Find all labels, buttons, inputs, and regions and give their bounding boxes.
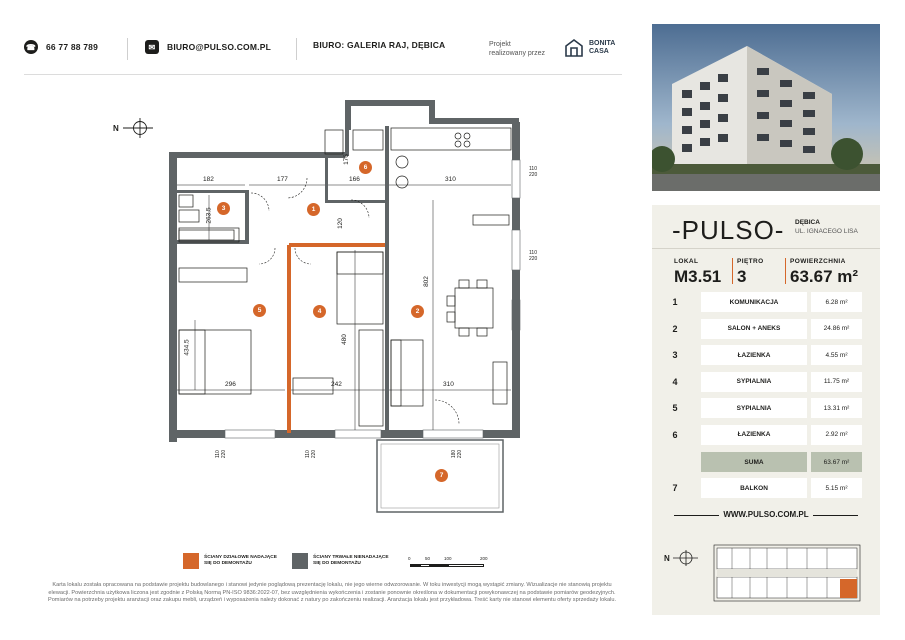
sum-label: SUMA [701,452,807,472]
panel-rule [652,248,880,249]
bonita-casa-icon [563,37,585,59]
city-label: DĘBICA [795,219,820,226]
room-name: SYPIALNIA [701,398,807,418]
dim-310-bottom: 310 [443,381,454,388]
floor-plan [165,100,538,520]
phone-icon: ☎ [24,40,38,54]
room-name: SYPIALNIA [701,372,807,392]
area-label: POWIERZCHNIA [790,258,846,265]
info-panel [652,205,880,615]
dim-166: 166 [349,176,360,183]
legend-grey-swatch [292,553,308,569]
balcony-number: 7 [672,483,678,493]
accent-divider [785,258,786,284]
room-badge-5: 5 [253,304,266,317]
header-rule [24,74,622,75]
room-name: ŁAZIENKA [701,425,807,445]
divider [127,38,128,60]
window-dim-5: 180 220 [451,449,464,459]
dim-177: 177 [277,176,288,183]
room-name: ŁAZIENKA [701,345,807,365]
svg-text:N: N [664,554,670,563]
scale-0: 0 [408,556,411,561]
legend-orange-label: ŚCIANY DZIAŁOWE NADAJĄCE SIĘ DO DEMONTAŻU [204,555,277,566]
dim-120: 120 [336,218,344,229]
room-number: 1 [672,297,678,307]
dim-802: 802 [422,276,430,287]
room-number: 3 [672,350,678,360]
room-number: 2 [672,323,678,334]
room-area: 13.31 m² [811,398,862,418]
scale-50: 50 [425,556,431,561]
mail-icon: ✉ [145,40,159,54]
sum-value: 63.67 m² [811,452,862,472]
room-area: 4.55 m² [811,345,862,365]
pulso-logo: -PULSO- [672,215,785,245]
room-area: 2.92 m² [811,425,862,445]
developer-logo: BONITA CASA [563,37,615,59]
room-number: 5 [672,403,678,413]
dim-176: 176 [342,154,350,165]
room-badge-2: 2 [411,305,424,318]
balcony-area: 5.15 m² [811,478,862,498]
balcony-name: BALKON [701,478,807,498]
room-number: 4 [672,376,678,387]
disclaimer-text: Karta lokalu została opracowana na podstawie projektu budowlanego i stanowi jedynie poglądową prezentację lokalu, nie jego wierne odwzorowanie. W toku inwestycji mogą wystąpić zmiany. Wizualizacje nie stanowią projektu elewacji. Powierzchnia użytkowa liczona jest zgodnie z Polską Normą PN-ISO 9836:2022-07, bez uwzględnienia wykończenia i zostanie ponownie określona w dokumentacji powykonawczej na podstawie pomiarów geodezyjnych. Pomiarów na potrzeby projektu aranżacji oraz zakupu mebli, urządzeń i wyposażenia należy dokonać z natury po zakończeniu realizacji. Aranżacja lokalu jest przykładowa. Treść karty nie stanowi elementu oferty sprzedaży lokalu. [47,582,617,604]
dim-310-top: 310 [445,176,456,183]
window-dim-3: 110 220 [215,449,228,459]
room-name: KOMUNIKACJA [701,292,807,312]
room-badge-1: 1 [307,203,320,216]
plan-compass [113,116,155,145]
email-address: BIURO@PULSO.COM.PL [167,42,271,52]
dim-242: 242 [331,381,342,388]
dim-296: 296 [225,381,236,388]
north-compass-icon [113,116,155,140]
web-rule-right [813,515,858,516]
dim-434: 434.5 [183,339,191,356]
scale-200: 200 [480,556,488,561]
north-compass-icon [664,548,700,568]
legend-orange-swatch [183,553,199,569]
north-label: N [113,124,119,133]
phone-number: 66 77 88 789 [46,42,99,52]
room-name: SALON + ANEKS [701,319,807,339]
street-label: UL. IGNACEGO LISA [795,228,858,235]
window-dim-1: 110 220 [529,166,538,178]
key-plan [712,543,862,605]
dim-263: 263.5 [205,207,213,224]
room-badge-6: 6 [359,161,372,174]
room-area: 24.86 m² [811,319,862,339]
room-badge-3: 3 [217,202,230,215]
room-area: 6.28 m² [811,292,862,312]
scale-bar [408,556,492,568]
keyplan-compass [664,548,700,573]
lokal-label: LOKAL [674,258,699,265]
lokal-value: M3.51 [674,267,722,286]
room-area: 11.75 m² [811,372,862,392]
area-value: 63.67 m² [790,267,859,286]
building-visualization [652,24,880,191]
dim-182: 182 [203,176,214,183]
room-number: 6 [672,429,678,440]
website-link[interactable]: WWW.PULSO.COM.PL [723,510,809,519]
room-badge-4: 4 [313,305,326,318]
divider [296,38,297,60]
accent-divider [732,258,733,284]
dim-480: 480 [340,334,348,345]
pietro-value: 3 [737,267,747,286]
email-contact[interactable] [145,40,271,54]
phone-contact[interactable] [24,40,98,54]
window-dim-2: 110 220 [529,250,538,262]
room-badge-7: 7 [435,469,448,482]
window-dim-4: 110 220 [305,449,318,459]
scale-100: 100 [444,556,452,561]
legend-grey-label: ŚCIANY TRWAŁE NIENADAJĄCE SIĘ DO DEMONTAŻU [313,555,389,566]
pietro-label: PIĘTRO [737,258,764,265]
office-address: BIURO: GALERIA RAJ, DĘBICA [313,40,446,50]
project-by-label: Projekt realizowany przez [489,41,546,57]
